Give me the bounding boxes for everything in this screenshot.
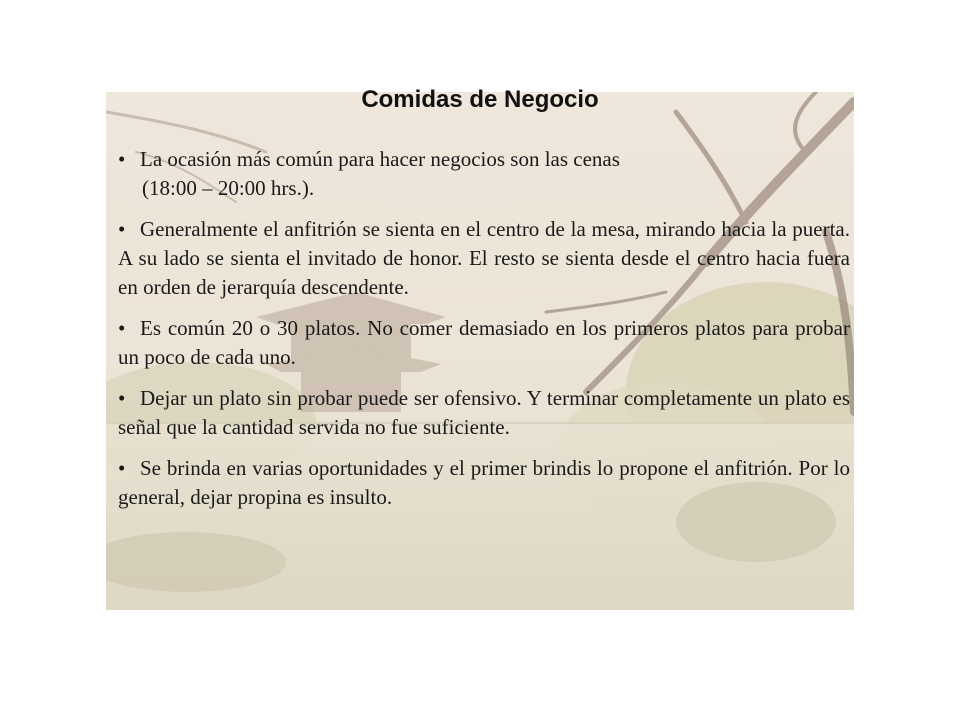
bullet-item-1 xyxy=(118,145,850,203)
bullet-symbol: • xyxy=(118,456,126,480)
bullet-item-2 xyxy=(118,215,850,302)
bullet-symbol: • xyxy=(118,316,126,340)
bullet-item-5 xyxy=(118,454,850,512)
bullet-text: La ocasión más común para hacer negocios son las cenas xyxy=(140,147,620,171)
bullet-text: Dejar un plato sin probar puede ser ofensivo. Y terminar completamente un plato es señal que la cantidad servida no fue suficiente. xyxy=(118,386,850,439)
bullet-symbol: • xyxy=(118,386,126,410)
bullet-item-4 xyxy=(118,384,850,442)
bullet-text: Se brinda en varias oportunidades y el primer brindis lo propone el anfitrión. Por lo general, dejar propina es insulto. xyxy=(118,456,850,509)
bullet-symbol: • xyxy=(118,217,126,241)
bullet-symbol: • xyxy=(118,147,126,171)
bullet-text-continuation: (18:00 – 20:00 hrs.). xyxy=(142,176,315,200)
bullet-text: Es común 20 o 30 platos. No comer demasiado en los primeros platos para probar un poco de cada uno. xyxy=(118,316,850,369)
slide-title: Comidas de Negocio xyxy=(361,86,599,113)
bullet-item-3 xyxy=(118,314,850,372)
bullet-list xyxy=(118,145,850,524)
bullet-text: Generalmente el anfitrión se sienta en el centro de la mesa, mirando hacia la puerta. A su lado se sienta el invitado de honor. El resto se sienta desde el centro hacia fuera en orden de jerarquía descendente. xyxy=(118,217,850,299)
